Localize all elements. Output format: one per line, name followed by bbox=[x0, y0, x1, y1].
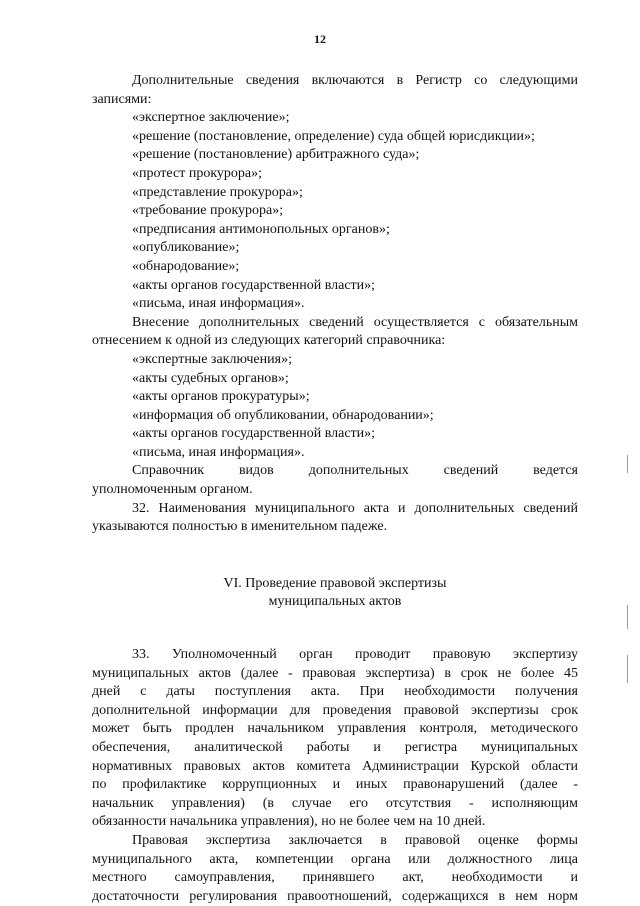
paragraph-item-32: 32. Наименования муниципального акта и дополнительных сведений bbox=[132, 500, 578, 516]
section-heading-line: муниципальных актов bbox=[268, 594, 402, 610]
list-item: «акты органов государственной власти»; bbox=[132, 277, 376, 293]
paragraph-handbook: Справочник видов дополнительных сведений ведется bbox=[132, 463, 578, 479]
list-item: «обнародование»; bbox=[132, 258, 240, 274]
text-line: местного самоуправления, принявшего акт, необходимости и bbox=[92, 870, 578, 886]
text-line: обеспечения, аналитической работы и регистра муниципальных bbox=[92, 740, 578, 755]
section-heading-line: VI. Проведение правовой экспертизы bbox=[223, 575, 447, 591]
text-line: муниципальных актов (далее - правовая экспертиза) в срок не более 45 bbox=[92, 665, 578, 681]
text-line: нормативных правовых актов комитета Администрации Курской области bbox=[92, 758, 578, 774]
paragraph-categories-intro: Внесение дополнительных сведений осуществляется с обязательным bbox=[132, 314, 578, 330]
paragraph-additional-info-intro-cont: записями: bbox=[92, 91, 152, 107]
records-list bbox=[92, 109, 578, 314]
list-item: «информация об опубликовании, обнародовании»; bbox=[132, 407, 434, 423]
paragraph-additional-info-intro: Дополнительные сведения включаются в Регистр со следующими bbox=[132, 73, 578, 88]
categories-list bbox=[92, 351, 578, 463]
text-line: обязанности начальника управления), но не более чем на 10 дней. bbox=[92, 814, 486, 830]
list-item: «требование прокурора»; bbox=[132, 203, 284, 219]
list-item: «опубликование»; bbox=[132, 240, 240, 256]
list-item: «решение (постановление, определение) суда общей юрисдикции»; bbox=[132, 128, 535, 144]
list-item: «решение (постановление) арбитражного суда»; bbox=[132, 147, 420, 163]
list-item: «акты органов прокуратуры»; bbox=[132, 389, 310, 405]
page-number: 12 bbox=[314, 32, 326, 46]
text-line: 33. Уполномоченный орган проводит правовую экспертизу bbox=[132, 647, 578, 663]
paragraph-categories-intro-cont: отнесением к одной из следующих категорий справочника: bbox=[92, 333, 446, 349]
paragraph-item-33 bbox=[92, 646, 578, 832]
paragraph-item-32-cont: указываются полностью в именительном падеже. bbox=[92, 519, 388, 535]
section-heading bbox=[92, 575, 578, 612]
list-item: «экспертное заключение»; bbox=[132, 110, 290, 126]
list-item: «акты судебных органов»; bbox=[132, 370, 289, 386]
scan-edge-marks bbox=[627, 455, 629, 685]
list-item: «акты органов государственной власти»; bbox=[132, 426, 376, 442]
text-line: может быть продлен начальником управления контроля, методического bbox=[92, 721, 578, 737]
text-line: начальник управления) (в случае его отсутствия - исполняющим bbox=[92, 795, 578, 811]
list-item: «протест прокурора»; bbox=[132, 165, 263, 181]
text-line: дней с даты поступления акта. При необходимости получения bbox=[92, 684, 578, 700]
list-item: «предписания антимонопольных органов»; bbox=[132, 221, 390, 237]
text-line: дополнительной информации для проведения правовой экспертизы срок bbox=[92, 702, 578, 718]
text-line: по профилактике коррупционных и иных правонарушений (далее - bbox=[92, 777, 578, 793]
text-line: Правовая экспертиза заключается в правовой оценке формы bbox=[132, 832, 578, 848]
list-item: «экспертные заключения»; bbox=[132, 351, 292, 367]
paragraph-handbook-cont: уполномоченным органом. bbox=[92, 482, 253, 498]
list-item: «письма, иная информация». bbox=[132, 296, 305, 312]
text-line: достаточности регулирования правоотношений, содержащихся в нем норм bbox=[92, 888, 578, 904]
text-line: муниципального акта, компетенции органа или должностного лица bbox=[92, 851, 578, 867]
document-body bbox=[92, 72, 578, 906]
list-item: «письма, иная информация». bbox=[132, 444, 305, 460]
list-item: «представление прокурора»; bbox=[132, 184, 303, 200]
paragraph-expertise bbox=[92, 832, 578, 906]
